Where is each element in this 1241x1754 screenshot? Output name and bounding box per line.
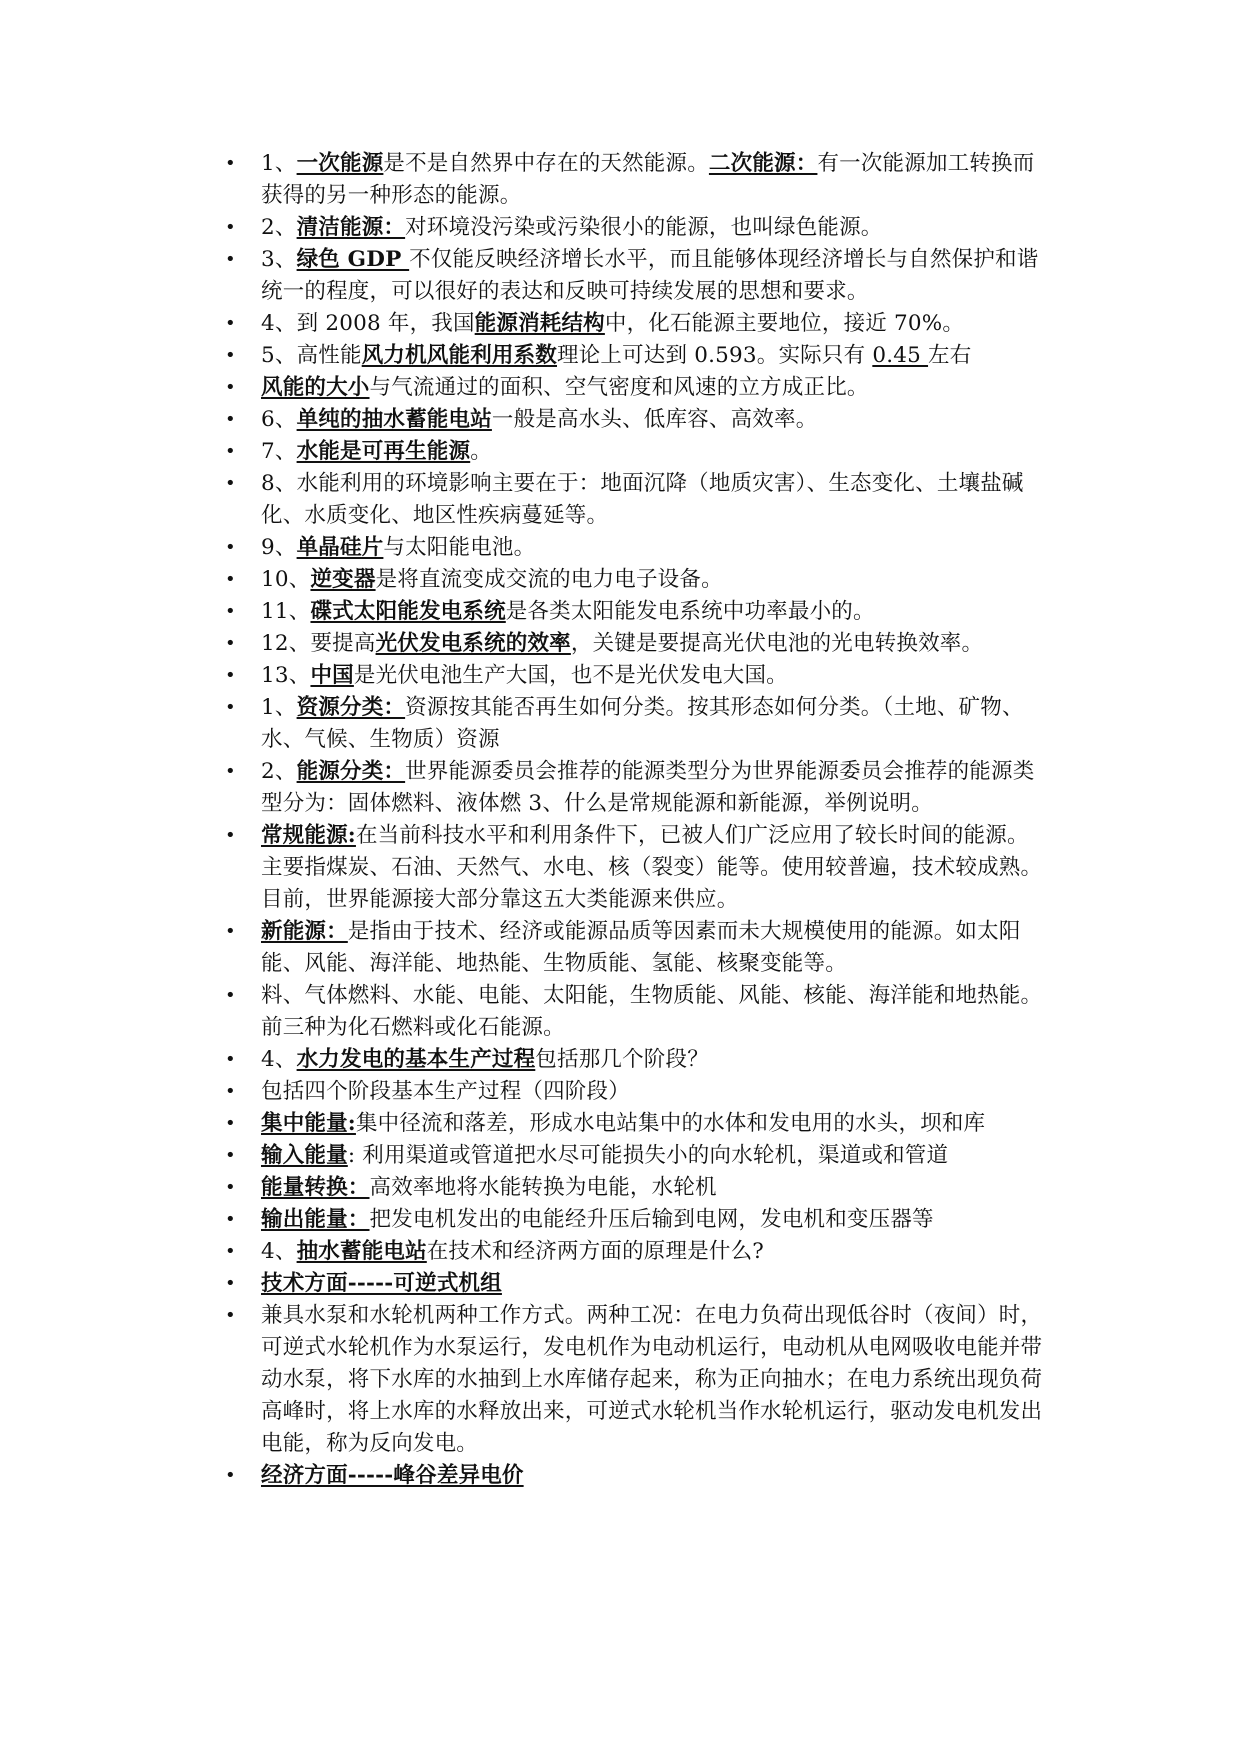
item-text: 世界能源委员会推荐的能源类型分为世界能源委员会推荐的能源类型分为：固体燃料、液体燃 3、什么是常规能源和新能源，举例说明。 <box>261 759 1035 816</box>
item-text: 料、气体燃料、水能、电能、太阳能，生物质能、风能、核能、海洋能和地热能。前三种为化石燃料或化石能源。 <box>261 983 1043 1040</box>
item-text: 包括四个阶段基本生产过程（四阶段） <box>261 1079 630 1104</box>
list-item <box>225 1300 1045 1460</box>
item-text: 10、 <box>261 567 311 592</box>
term-highlight: 新能源： <box>261 919 348 944</box>
term-highlight: 一次能源 <box>296 151 384 176</box>
underlined-value: 0.45 <box>872 343 929 368</box>
list-item <box>225 468 1045 532</box>
item-text: ，关键是要提高光伏电池的光电转换效率。 <box>570 631 984 656</box>
list-item <box>225 756 1045 820</box>
item-text: 2、 <box>261 759 297 784</box>
item-text: 一般是高水头、低库容、高效率。 <box>491 407 818 432</box>
item-text: 在技术和经济两方面的原理是什么? <box>426 1239 765 1264</box>
term-highlight: 资源分类： <box>296 695 406 720</box>
item-text: 把发电机发出的电能经升压后输到电网，发电机和变压器等 <box>369 1207 934 1232</box>
term-highlight: 单纯的抽水蓄能电站 <box>296 407 492 432</box>
list-item <box>225 244 1045 308</box>
list-item <box>225 1044 1045 1076</box>
item-text: 左右 <box>928 343 972 368</box>
list-item <box>225 1204 1045 1236</box>
term-highlight: 逆变器 <box>310 567 376 592</box>
item-text: 1、 <box>261 695 297 720</box>
item-text: 兼具水泵和水轮机两种工作方式。两种工况：在电力负荷出现低谷时（夜间）时，可逆式水轮机作为水泵运行，发电机作为电动机运行，电动机从电网吸收电能并带动水泵，将下水库的水抽到上水库储存起来，称为正向抽水；在电力系统出现负荷高峰时，将上水库的水释放出来，可逆式水轮机当作水轮机运行，驱动发电机发出电能，称为反向发电。 <box>261 1303 1043 1456</box>
term-highlight: 输入能量 <box>261 1143 348 1168</box>
list-item <box>225 340 1045 372</box>
list-item <box>225 308 1045 340</box>
item-text: 有一次能源加工转换而获得的另一种形态的能源。 <box>261 151 1035 208</box>
term-highlight: 风力机风能利用系数 <box>361 343 557 368</box>
term-highlight: 二次能源： <box>708 151 818 176</box>
item-text: 包括那几个阶段？ <box>535 1047 709 1072</box>
term-highlight: 单晶硅片 <box>296 535 384 560</box>
list-item <box>225 596 1045 628</box>
list-item <box>225 628 1045 660</box>
list-item <box>225 692 1045 756</box>
item-text: 在当前科技水平和利用条件下，已被人们广泛应用了较长时间的能源。主要指煤炭、石油、天然气、水电、核（裂变）能等。使用较普遍，技术较成熟。目前，世界能源接大部分靠这五大类能源来供应。 <box>261 823 1043 912</box>
term-highlight: 绿色 GDP <box>296 247 410 272</box>
list-item <box>225 1076 1045 1108</box>
item-text: 中，化石能源主要地位，接近 70%。 <box>604 311 965 336</box>
term-highlight: 能量转换： <box>261 1175 370 1200</box>
item-text: 与气流通过的面积、空气密度和风速的立方成正比。 <box>369 375 869 400</box>
term-highlight: 光伏发电系统的效率 <box>375 631 571 656</box>
item-text: 4、 <box>261 1047 297 1072</box>
item-text: 对环境没污染或污染很小的能源，也叫绿色能源。 <box>405 215 883 240</box>
item-text: 与太阳能电池。 <box>383 535 536 560</box>
list-item <box>225 916 1045 980</box>
notes-list <box>225 148 1045 1492</box>
term-highlight: 中国 <box>310 663 354 688</box>
item-text: 1、 <box>261 151 297 176</box>
list-item <box>225 372 1045 404</box>
list-item <box>225 980 1045 1044</box>
term-highlight: 碟式太阳能发电系统 <box>310 599 506 624</box>
term-highlight: 集中能量: <box>261 1111 356 1136</box>
item-text: 是不是自然界中存在的天然能源。 <box>383 151 709 176</box>
item-text: 是指由于技术、经济或能源品质等因素而未大规模使用的能源。如太阳能、风能、海洋能、地热能、生物质能、氢能、核聚变能等。 <box>261 919 1021 976</box>
term-highlight: 技术方面-----可逆式机组 <box>261 1271 502 1296</box>
item-text: 11、 <box>261 599 311 624</box>
item-text: 13、 <box>261 663 311 688</box>
list-item <box>225 1268 1045 1300</box>
item-text: 是光伏电池生产大国，也不是光伏发电大国。 <box>353 663 788 688</box>
item-text: 。 <box>470 439 492 464</box>
item-text: 是各类太阳能发电系统中功率最小的。 <box>505 599 875 624</box>
item-text: 资源按其能否再生如何分类。按其形态如何分类。（土地、矿物、水、气候、生物质）资源 <box>261 695 1024 752</box>
term-highlight: 经济方面-----峰谷差异电价 <box>261 1463 524 1488</box>
list-item <box>225 532 1045 564</box>
item-text: 理论上可达到 0.593。实际只有 <box>557 343 873 368</box>
item-text: 7、 <box>261 439 297 464</box>
term-highlight: 风能的大小 <box>261 375 370 400</box>
item-text: 3、 <box>261 247 297 272</box>
term-highlight: 能源消耗结构 <box>474 311 605 336</box>
term-highlight: 输出能量： <box>261 1207 370 1232</box>
list-item <box>225 564 1045 596</box>
list-item <box>225 660 1045 692</box>
item-text: 2、 <box>261 215 297 240</box>
item-text: 不仅能反映经济增长水平，而且能够体现经济增长与自然保护和谐统一的程度，可以很好的表达和反映可持续发展的思想和要求。 <box>261 247 1039 304</box>
item-text: 12、要提高 <box>261 631 376 656</box>
item-text: : 利用渠道或管道把水尽可能损失小的向水轮机，渠道或和管道 <box>347 1143 949 1168</box>
term-highlight: 抽水蓄能电站 <box>296 1239 427 1264</box>
list-item <box>225 820 1045 916</box>
term-highlight: 水能是可再生能源 <box>296 439 471 464</box>
term-highlight: 水力发电的基本生产过程 <box>296 1047 536 1072</box>
list-item <box>225 404 1045 436</box>
list-item <box>225 436 1045 468</box>
term-highlight: 常规能源: <box>261 823 356 848</box>
list-item <box>225 148 1045 212</box>
item-text: 5、高性能 <box>261 343 362 368</box>
term-highlight: 能源分类： <box>296 759 406 784</box>
item-text: 9、 <box>261 535 297 560</box>
list-item <box>225 212 1045 244</box>
list-item <box>225 1236 1045 1268</box>
item-text: 4、到 2008 年，我国 <box>261 311 475 336</box>
term-highlight: 清洁能源： <box>296 215 406 240</box>
list-item <box>225 1140 1045 1172</box>
item-text: 8、水能利用的环境影响主要在于：地面沉降（地质灾害）、生态变化、土壤盐碱化、水质变化、地区性疾病蔓延等。 <box>261 471 1024 528</box>
item-text: 4、 <box>261 1239 297 1264</box>
item-text: 是将直流变成交流的电力电子设备。 <box>375 567 723 592</box>
list-item <box>225 1172 1045 1204</box>
item-text: 6、 <box>261 407 297 432</box>
list-item <box>225 1460 1045 1492</box>
item-text: 集中径流和落差，形成水电站集中的水体和发电用的水头，坝和库 <box>355 1111 986 1136</box>
list-item <box>225 1108 1045 1140</box>
item-text: 高效率地将水能转换为电能，水轮机 <box>369 1175 717 1200</box>
